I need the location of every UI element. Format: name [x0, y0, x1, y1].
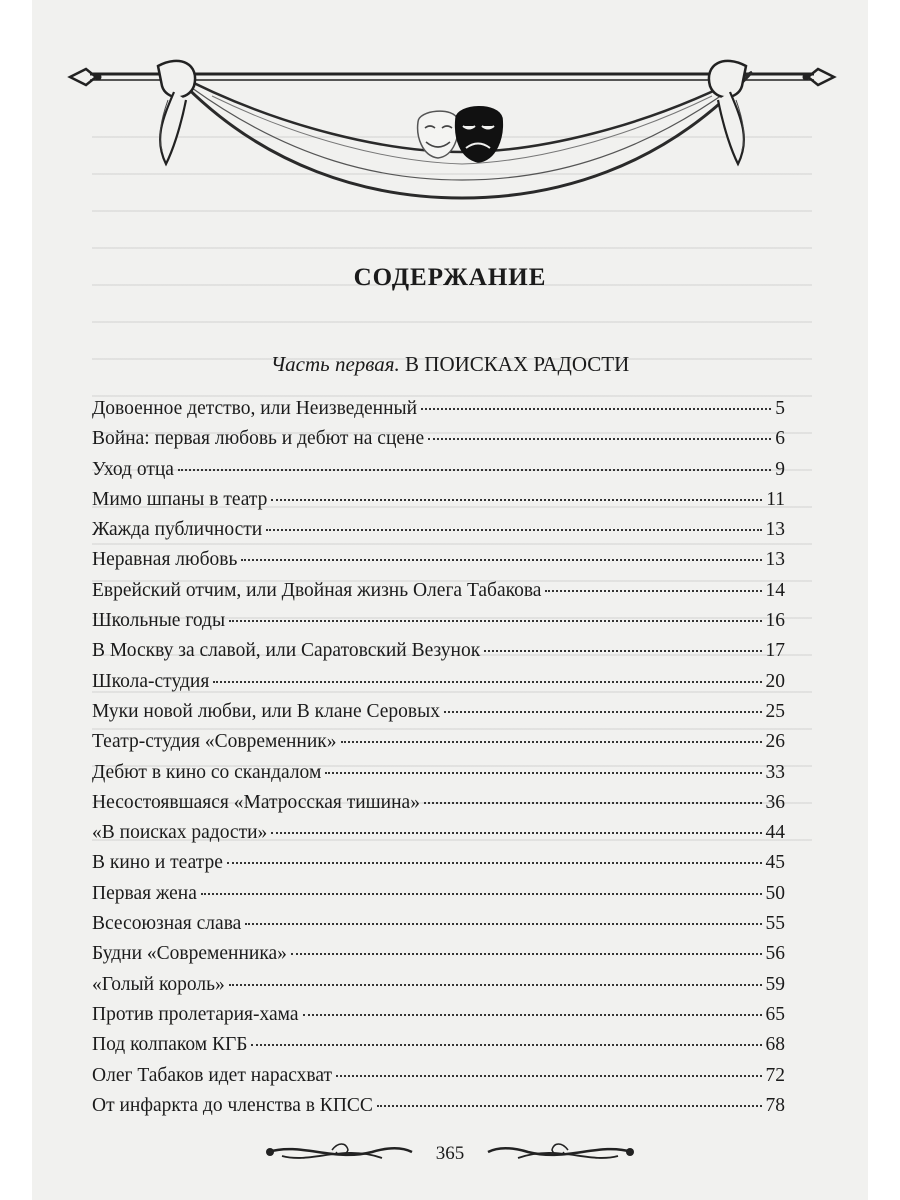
dot-leader [421, 408, 771, 410]
toc-entry [92, 610, 785, 640]
page-number: 365 [435, 1143, 465, 1164]
toc-entry [92, 943, 785, 973]
toc-entry [92, 640, 785, 670]
toc-entry-title: Довоенное детство, или Неизведенный [92, 398, 418, 419]
toc-entry [92, 428, 785, 458]
tragedy-mask-icon [456, 107, 503, 162]
toc-entry-page: 16 [765, 610, 785, 632]
toc-entry-title: Несостоявшаяся «Матросская тишина» [92, 791, 420, 813]
toc-entry [92, 489, 785, 519]
dot-leader [201, 893, 762, 895]
theatre-curtain-ornament [62, 40, 842, 230]
toc-entry [92, 974, 785, 1004]
dot-leader [484, 650, 761, 652]
dot-leader [229, 984, 762, 986]
toc-entry [92, 671, 785, 701]
toc-entry-title: Уход отца [92, 458, 174, 480]
right-tassel-icon [709, 61, 746, 164]
toc-entry-page: 5 [775, 398, 785, 419]
part-title: В ПОИСКАХ РАДОСТИ [405, 352, 630, 376]
part-heading [32, 352, 868, 377]
toc-entry-page: 11 [766, 488, 785, 510]
toc-entry-title: Школьные годы [92, 610, 226, 632]
toc-entry [92, 913, 785, 943]
toc-entry [92, 822, 785, 852]
dot-leader [377, 1105, 762, 1107]
dot-leader [245, 923, 761, 925]
toc-entry-page: 26 [765, 731, 785, 753]
toc-entry [92, 1004, 785, 1034]
left-finial-icon [70, 69, 102, 85]
toc-entry [92, 852, 785, 882]
table-of-contents [92, 398, 785, 1125]
book-page [32, 0, 868, 1200]
part-number: Часть первая. [270, 352, 400, 376]
dot-leader [271, 499, 762, 501]
toc-entry-page: 13 [765, 519, 785, 541]
toc-entry-title: Война: первая любовь и дебют на сцене [92, 428, 425, 450]
toc-entry [92, 1095, 785, 1125]
dot-leader [428, 438, 771, 440]
page-title: СОДЕРЖАНИЕ [353, 264, 547, 291]
toc-entry-page: 36 [765, 791, 785, 813]
toc-entry-page: 55 [765, 913, 785, 935]
dot-leader [325, 772, 761, 774]
toc-entry-page: 33 [765, 761, 785, 783]
toc-entry-title: Школа-студия [92, 670, 210, 692]
toc-entry-title: Олег Табаков идет нарасхват [92, 1064, 332, 1086]
toc-entry-page: 59 [765, 973, 785, 995]
dot-leader [229, 620, 761, 622]
toc-entry-page: 9 [775, 458, 785, 480]
toc-entry [92, 459, 785, 489]
toc-entry [92, 701, 785, 731]
dot-leader [341, 741, 762, 743]
toc-entry [92, 1065, 785, 1095]
toc-entry-title: В Москву за славой, или Саратовский Везунок [92, 640, 481, 662]
toc-entry-page: 45 [765, 852, 785, 874]
toc-entry [92, 731, 785, 761]
dot-leader [303, 1014, 762, 1016]
toc-entry-page: 65 [765, 1003, 785, 1025]
dot-leader [227, 862, 762, 864]
dot-leader [213, 681, 761, 683]
dot-leader [336, 1075, 762, 1077]
toc-entry-page: 68 [765, 1034, 785, 1056]
dot-leader [291, 953, 762, 955]
toc-entry-title: Будни «Современника» [92, 943, 287, 965]
toc-entry-title: Неравная любовь [92, 549, 238, 571]
toc-entry-title: Всесоюзная слава [92, 913, 242, 935]
left-tassel-icon [158, 61, 195, 164]
toc-entry-title: Еврейский отчим, или Двойная жизнь Олега Табакова [92, 579, 542, 601]
toc-entry [92, 580, 785, 610]
toc-entry-title: Мимо шпаны в театр [92, 488, 268, 510]
toc-entry-page: 17 [765, 640, 785, 662]
dot-leader [266, 529, 761, 531]
dot-leader [444, 711, 762, 713]
toc-entry-title: Дебют в кино со скандалом [92, 761, 322, 783]
toc-entry-page: 13 [765, 549, 785, 571]
toc-entry-page: 50 [765, 882, 785, 904]
toc-entry-title: Против пролетария-хама [92, 1003, 299, 1025]
dot-leader [271, 832, 761, 834]
toc-entry-title: Жажда публичности [92, 519, 263, 541]
toc-entry-page: 20 [765, 670, 785, 692]
toc-entry [92, 549, 785, 579]
toc-entry [92, 762, 785, 792]
toc-entry-title: Театр-студия «Современник» [92, 731, 337, 753]
toc-entry [92, 398, 785, 428]
toc-entry-page: 78 [765, 1094, 785, 1116]
toc-entry-title: «В поисках радости» [92, 822, 268, 844]
toc-entry-page: 6 [775, 428, 785, 450]
right-finial-icon [803, 69, 835, 85]
toc-entry-page: 56 [765, 943, 785, 965]
dot-leader [178, 469, 771, 471]
toc-entry-title: В кино и театре [92, 852, 223, 874]
toc-entry-title: Первая жена [92, 882, 197, 904]
toc-entry-page: 14 [765, 579, 785, 601]
toc-entry [92, 883, 785, 913]
dot-leader [424, 802, 762, 804]
toc-entry [92, 792, 785, 822]
toc-entry-title: Под колпаком КГБ [92, 1034, 248, 1056]
toc-entry [92, 1034, 785, 1064]
dot-leader [251, 1044, 761, 1046]
toc-entry-title: «Голый король» [92, 973, 225, 995]
toc-entry [92, 519, 785, 549]
toc-entry-page: 44 [765, 822, 785, 844]
toc-entry-page: 72 [765, 1064, 785, 1086]
toc-entry-title: Муки новой любви, или В клане Серовых [92, 700, 440, 722]
toc-entry-page: 25 [765, 700, 785, 722]
dot-leader [545, 590, 761, 592]
dot-leader [241, 559, 761, 561]
toc-entry-title: От инфаркта до членства в КПСС [92, 1094, 373, 1116]
